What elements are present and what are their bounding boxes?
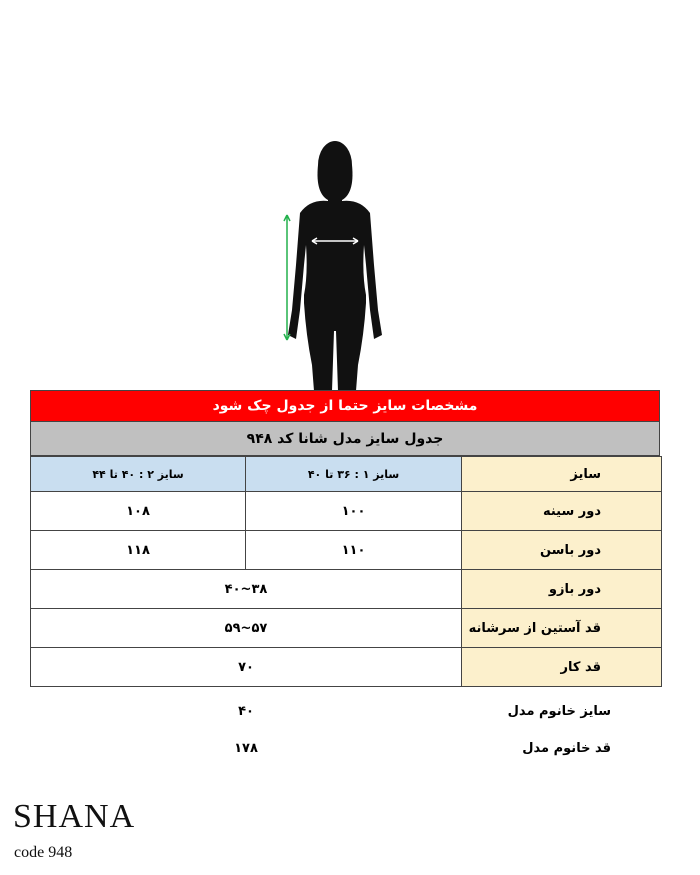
sleeve-label: قد آستین از سرشانه xyxy=(462,609,662,648)
model-height-row xyxy=(30,732,661,766)
model-height-label: قد خانوم مدل xyxy=(522,741,611,756)
hip-size1: ۱۱۰ xyxy=(246,531,462,570)
table-header-row xyxy=(31,457,662,492)
hip-size2: ۱۱۸ xyxy=(31,531,246,570)
arm-value: ۳۸~۴۰ xyxy=(31,570,462,609)
length-value: ۷۰ xyxy=(31,648,462,687)
brand-name: SHANA xyxy=(13,798,136,835)
table-row xyxy=(31,570,662,609)
size-table-title: جدول سایز مدل شانا کد ۹۴۸ xyxy=(30,422,660,456)
bust-label: دور سینه xyxy=(462,492,662,531)
woman-silhouette-icon xyxy=(270,135,400,391)
size-check-banner: مشخصات سایز حتما از جدول چک شود xyxy=(30,390,660,422)
size2-header: سایز ۲ : ۴۰ تا ۴۴ xyxy=(31,457,246,492)
bust-size2: ۱۰۸ xyxy=(31,492,246,531)
model-size-value: ۴۰ xyxy=(238,704,254,719)
sleeve-value: ۵۷~۵۹ xyxy=(31,609,462,648)
model-height-value: ۱۷۸ xyxy=(234,741,258,756)
size-table xyxy=(30,456,662,687)
table-row xyxy=(31,531,662,570)
size1-header: سایز ۱ : ۳۶ تا ۴۰ xyxy=(246,457,462,492)
arm-label: دور بازو xyxy=(462,570,662,609)
bust-size1: ۱۰۰ xyxy=(246,492,462,531)
hip-label: دور باسن xyxy=(462,531,662,570)
size-label-header: سایز xyxy=(462,457,662,492)
table-row xyxy=(31,492,662,531)
product-code: code 948 xyxy=(14,844,73,861)
table-row xyxy=(31,648,662,687)
height-arrow-icon xyxy=(284,215,290,340)
table-row xyxy=(31,609,662,648)
model-size-label: سایز خانوم مدل xyxy=(507,704,611,719)
model-size-row xyxy=(30,695,661,729)
length-label: قد کار xyxy=(462,648,662,687)
